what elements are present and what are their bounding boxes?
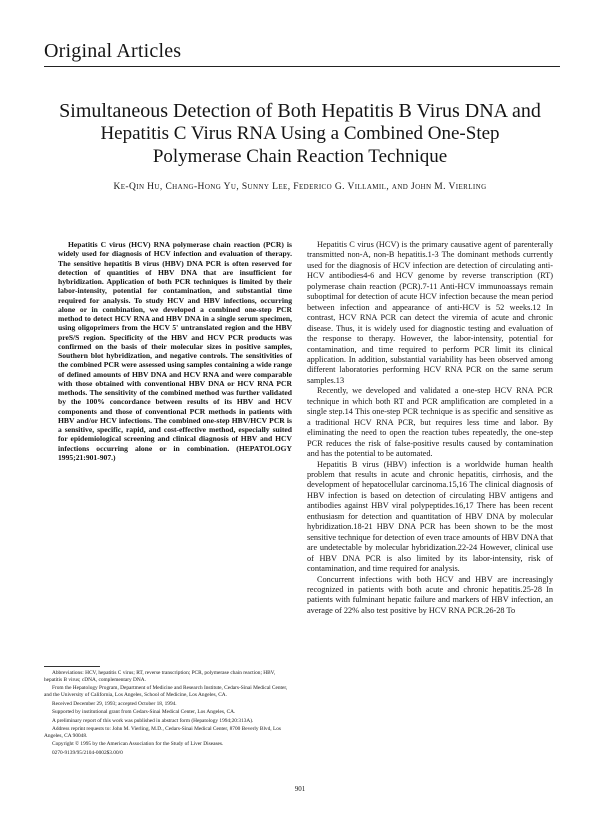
footnote-reprints: Address reprint requests to: John M. Vierling, M.D., Cedars-Sinai Medical Center, 8700 Beverly Blvd, Los Angeles, CA 90048.	[44, 725, 281, 739]
article-title-line-1: Simultaneous Detection of Both Hepatitis B Virus DNA and	[59, 100, 541, 122]
section-divider	[44, 66, 560, 67]
section-heading: Original Articles	[44, 40, 182, 62]
author-list: Ke-Qin Hu, Chang-Hong Yu, Sunny Lee, Federico G. Villamil, and John M. Vierling	[113, 182, 487, 192]
page-number: 901	[294, 785, 306, 793]
footnote-support: Supported by institutional grant from Cedars-Sinai Medical Center, Los Angeles, CA.	[52, 709, 236, 716]
abstract	[58, 240, 292, 462]
body-paragraph-3: Hepatitis B virus (HBV) infection is a worldwide human health problem that results in acute and chronic hepatitis, cirrhosis, and the development of hepatocellular carcinoma.15,16 The clinical diagnosis of HBV infection is based on detection of circulating HBV antigens and antibodies against HBV viral polypeptides.16,17 There has been recent enthusiasm for detection and quantitation of HBV DNA by molecular hybridization.18-21 HBV DNA PCR has been shown to be the most sensitive technique for detection of even trace amounts of HBV DNA that are undetectable by molecular hybridization.22-24 However, clinical use of HBV DNA PCR is also limited by its labor-intensity, risk of contamination, and time required for analysis.	[307, 459, 553, 574]
footnotes	[44, 670, 294, 758]
footnote-code: 0270-9139/95/2104-0002$3.00/0	[52, 749, 123, 756]
body-paragraph-1: Hepatitis C virus (HCV) is the primary causative agent of parenterally transmitted non-A, non-B hepatitis.1-3 The dominant methods currently used for the diagnosis of HCV infection are detection of circulating anti-HCV antibodies4-6 and HCV genome by reverse transcription (RT) polymerase chain reaction (PCR).7-11 Anti-HCV immunoassays remain suboptimal for detection of acute HCV infection because the mean period between infection and appearance of anti-HCV is 52 weeks.12 In contrast, HCV RNA PCR can detect the viremia of acute and chronic disease. Thus, it is widely used for diagnostic testing and evaluation of the response to therapy. However, the labor-intensity, potential for contamination, and time required to perform PCR limit its clinical application. In addition, substantial variability has been observed among different laboratories performing HCV RNA PCR on the same serum samples.13	[307, 240, 553, 385]
footnote-copyright: Copyright © 1995 by the American Association for the Study of Liver Diseases.	[52, 741, 224, 748]
footnote-affiliation: From the Hepatology Program, Department of Medicine and Research Institute, Cedars-Sinai Medical Center, and the University of California, Los Angeles, School of Medicine, Los Angeles, CA.	[44, 685, 288, 699]
body-paragraph-2: Recently, we developed and validated a one-step HCV RNA PCR technique in which both RT and PCR amplification are completed in a single step.14 This one-step PCR technique is as specific and sensitive as a traditional HCV RNA PCR, but requires less time and labor. By eliminating the need to open the reaction tubes repeatedly, the one-step PCR reduces the risk of false-positive results caused by contamination and has the potential to be automated.	[307, 386, 553, 459]
body-column	[307, 240, 553, 616]
footnote-received: Received December 29, 1993; accepted October 18, 1994.	[52, 700, 177, 707]
footnote-abbreviations: Abbreviations: HCV, hepatitis C virus; RT, reverse transcription; PCR, polymerase chain reaction; HBV, hepatitis B virus; cDNA, complementary DNA.	[44, 670, 276, 683]
article-title-line-3: Polymerase Chain Reaction Technique	[152, 146, 448, 167]
body-paragraph-4: Concurrent infections with both HCV and HBV are increasingly recognized in patients with both acute and chronic hepatitis.25-28 In patients with fulminant hepatic failure and markers of HBV infection, an average of 22% also test positive by HCV RNA PCR.26-28 To	[307, 574, 553, 615]
abstract-text: Hepatitis C virus (HCV) RNA polymerase chain reaction (PCR) is widely used for diagnosis of HCV infection and evaluation of therapy. The sensitive hepatitis B virus (HBV) DNA PCR is often reserved for detection of quantities of HBV DNA that are insufficient for hybridization. Application of both PCR techniques is limited by their labor-intensity, potential for contamination, and substantial time required for analysis. To study HCV and HBV infections, occurring alone or in combination, we developed a combined one-step PCR method to detect HCV RNA and HBV DNA in a single serum specimen, using oligoprimers from the HCV 5' untranslated region and the HBV preS/S region. Specificity of the HBV and HCV PCR products was confirmed on the basis of their molecular sizes in positive samples, Southern blot hybridization, and negative controls. The sensitivities of the combined PCR were assessed using samples containing a wide range of defined amounts of HBV DNA and HCV RNA and were comparable with those obtained with conventional HBV DNA or HCV RNA PCR methods. The sensitivity of the combined method was further validated by the 100% concordance between results of its HBV and HCV components and those of conventional PCR methods in patients with HBV and/or HCV infections. The combined one-step HBV/HCV PCR is a sensitive, specific, rapid, and cost-effective method, especially suited for epidemiological screening and clinical diagnosis of HBV and HCV infections occurring alone or in combination. (HEPATOLOGY 1995;21:901-907.)	[58, 240, 292, 462]
footnote-preliminary: A preliminary report of this work was published in abstract form (Hepatology 1994;20:313A).	[52, 717, 254, 724]
footnote-divider	[44, 666, 100, 667]
article-title-line-2: Hepatitis C Virus RNA Using a Combined One-Step	[100, 123, 500, 144]
